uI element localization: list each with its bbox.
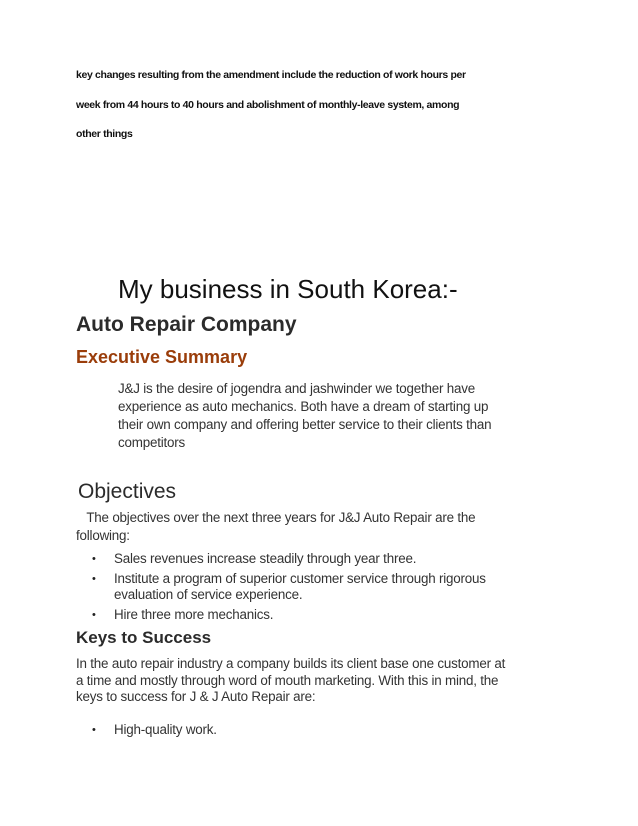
executive-summary-line: experience as auto mechanics. Both have a dream of starting up [118,399,489,414]
objectives-intro [76,509,556,545]
executive-summary-line: competitors [118,435,186,450]
executive-summary-line: their own company and offering better service to their clients than [118,417,492,432]
keys-to-success-text [76,656,566,706]
objectives-heading: Objectives [78,480,177,503]
keys-to-success-line: a time and mostly through word of mouth marketing. With this in mind, the [76,672,499,688]
executive-summary-line: J&J is the desire of jogendra and jashwinder we together have [118,381,476,396]
bullet-icon: • [92,553,96,565]
intro-note-line: other things [76,128,133,140]
list-item [76,571,556,603]
list-item-text: evaluation of service experience. [114,587,303,602]
keys-to-success-line: In the auto repair industry a company builds its client base one customer at [76,656,506,671]
objectives-intro-line: The objectives over the next three years for J&J Auto Repair are the [76,510,476,525]
objectives-intro-line: following: [76,528,130,543]
page-title: My business in South Korea:- [118,274,458,304]
company-heading: Auto Repair Company [76,313,297,336]
executive-summary-text [118,380,558,452]
keys-to-success-line: keys to success for J & J Auto Repair are: [76,689,316,704]
keys-to-success-list [76,722,556,738]
objectives-list [76,551,556,627]
keys-to-success-heading: Keys to Success [76,628,212,647]
list-item-text: Institute a program of superior customer service through rigorous [114,571,486,586]
list-item-text: Hire three more mechanics. [114,607,274,622]
bullet-icon: • [92,724,96,736]
intro-note [76,66,556,155]
bullet-icon: • [92,573,96,585]
list-item-text: Sales revenues increase steadily through year three. [114,551,417,566]
intro-note-line: key changes resulting from the amendment include the reduction of work hours per [76,69,466,81]
list-item [76,607,556,623]
list-item [76,551,556,567]
intro-note-line: week from 44 hours to 40 hours and abolishment of monthly-leave system, among [76,98,460,111]
list-item [76,722,556,738]
bullet-icon: • [92,609,96,621]
list-item-text: High-quality work. [114,722,217,737]
executive-summary-heading: Executive Summary [76,347,248,367]
